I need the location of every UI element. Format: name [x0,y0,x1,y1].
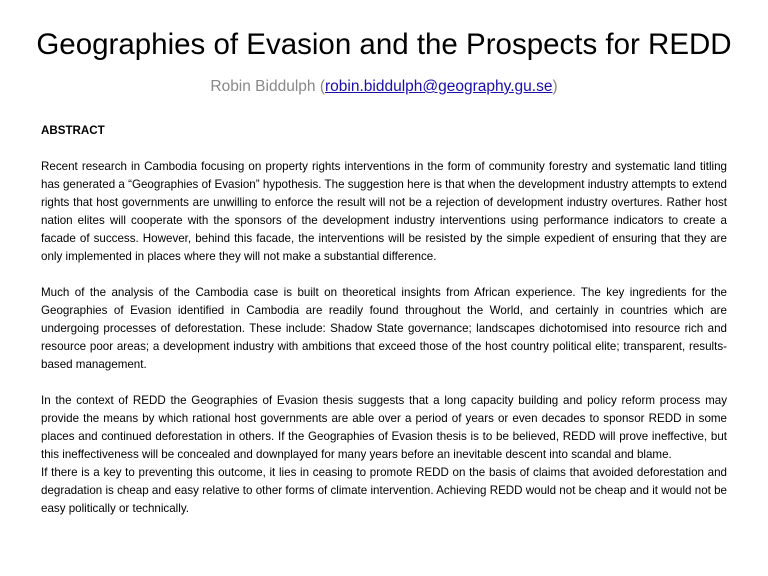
abstract-heading: ABSTRACT [41,124,105,137]
author-email-link[interactable]: robin.biddulph@geography.gu.se [325,78,553,95]
abstract-paragraph-3: In the context of REDD the Geographies of Evasion thesis suggests that a long capacity building and policy reform process may provide the means by which rational host governments are able over a period of years or even decades to sponsor REDD in some places and continued deforestation in others. If the Geographies of Evasion thesis is to be believed, REDD will prove ineffective, but this ineffectiveness will be concealed and downplayed for many years before an inevitable descent into scandal and blame. [41,394,727,461]
author-name: Robin Biddulph [210,78,316,95]
abstract-body [41,122,727,518]
author-close-paren: ) [552,78,558,95]
abstract-paragraph-2: Much of the analysis of the Cambodia case is built on theoretical insights from African experience. The key ingredients for the Geographies of Evasion identified in Cambodia are readily found throughout the World, and certainly in countries which are undergoing processes of deforestation. These include: Shadow State governance; landscapes dichotomised into resource rich and resource poor areas; a development industry with ambitions that exceed those of the host country political elite; transparent, results-based management. [41,286,727,371]
author-open-paren: ( [319,78,325,95]
author-line [0,76,768,98]
abstract-paragraph-4: If there is a key to preventing this outcome, it lies in ceasing to promote REDD on the basis of claims that avoided deforestation and degradation is cheap and easy relative to other forms of climate intervention. Achieving REDD would not be cheap and it would not be easy politically or technically. [41,466,727,515]
abstract-paragraph-1: Recent research in Cambodia focusing on property rights interventions in the form of community forestry and systematic land titling has generated a “Geographies of Evasion” hypothesis. The suggestion here is that when the development industry attempts to extend rights that host governments are unwilling to enforce the result will not be a rejection of development industry overtures. Rather host nation elites will cooperate with the sponsors of the development industry interventions using performance indicators to create a facade of success. However, behind this facade, the interventions will be resisted by the simple expedient of ensuring that they are only implemented in places where they will not make a substantial difference. [41,160,727,263]
slide-title: Geographies of Evasion and the Prospects for REDD [36,28,732,61]
